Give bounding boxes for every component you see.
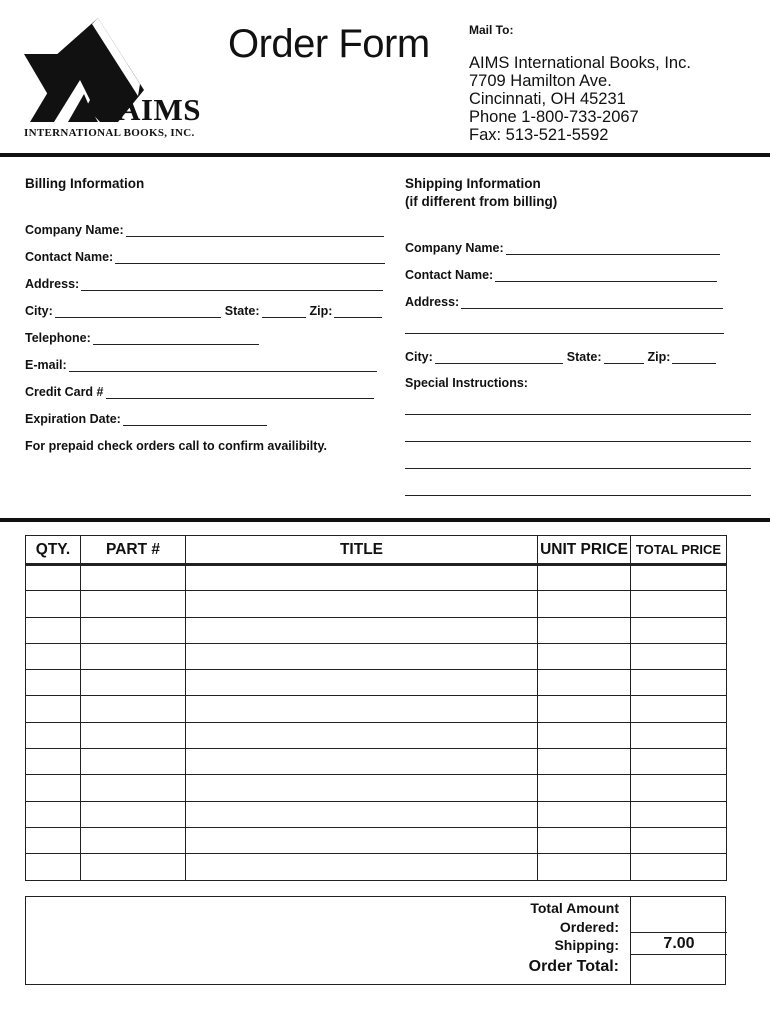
- part-cell[interactable]: [81, 565, 186, 591]
- part-cell[interactable]: [81, 827, 186, 853]
- company-logo: [20, 14, 220, 146]
- col-header-unit-price: UNIT PRICE: [538, 536, 631, 565]
- shipping-company-field[interactable]: [405, 239, 724, 255]
- unit-price-cell[interactable]: [538, 670, 631, 696]
- billing-heading: Billing Information: [25, 176, 145, 191]
- billing-city-state-zip-field[interactable]: [25, 302, 386, 318]
- total-price-cell[interactable]: [631, 696, 727, 722]
- unit-price-cell[interactable]: [538, 696, 631, 722]
- field-label: City:: [25, 304, 53, 318]
- part-cell[interactable]: [81, 617, 186, 643]
- billing-company-field[interactable]: [25, 221, 388, 237]
- total-price-cell[interactable]: [631, 591, 727, 617]
- header-divider: [0, 153, 770, 157]
- qty-cell[interactable]: [26, 827, 81, 853]
- table-row: [26, 749, 727, 775]
- table-row: [26, 670, 727, 696]
- table-row: [26, 854, 727, 880]
- special-instructions-line[interactable]: [405, 441, 751, 442]
- field-label: State:: [224, 304, 260, 318]
- order-total-label: Order Total:: [528, 957, 619, 975]
- billing-expiration-field[interactable]: [25, 410, 271, 426]
- qty-cell[interactable]: [26, 696, 81, 722]
- title-cell[interactable]: [186, 617, 538, 643]
- title-cell[interactable]: [186, 749, 538, 775]
- special-instructions-line[interactable]: [405, 468, 751, 469]
- special-instructions-line[interactable]: [405, 495, 751, 496]
- part-cell[interactable]: [81, 643, 186, 669]
- table-header-row: [26, 536, 727, 565]
- table-row: [26, 565, 727, 591]
- unit-price-cell[interactable]: [538, 827, 631, 853]
- table-row: [26, 696, 727, 722]
- unit-price-cell[interactable]: [538, 617, 631, 643]
- total-price-cell[interactable]: [631, 854, 727, 880]
- title-cell[interactable]: [186, 854, 538, 880]
- field-label: Address:: [25, 277, 80, 291]
- unit-price-cell[interactable]: [538, 775, 631, 801]
- total-price-cell[interactable]: [631, 565, 727, 591]
- order-items-table: [25, 535, 727, 881]
- field-label: Telephone:: [25, 331, 91, 345]
- field-label: Zip:: [309, 304, 333, 318]
- total-price-cell[interactable]: [631, 670, 727, 696]
- field-label: Expiration Date:: [25, 412, 121, 426]
- address-line: AIMS International Books, Inc.: [469, 54, 691, 72]
- special-instructions-line[interactable]: [405, 414, 751, 415]
- col-header-part: PART #: [81, 536, 186, 565]
- total-price-cell[interactable]: [631, 801, 727, 827]
- qty-cell[interactable]: [26, 775, 81, 801]
- total-price-cell[interactable]: [631, 749, 727, 775]
- address-line: 7709 Hamilton Ave.: [469, 72, 612, 90]
- unit-price-cell[interactable]: [538, 801, 631, 827]
- qty-cell[interactable]: [26, 643, 81, 669]
- shipping-value: 7.00: [663, 935, 695, 952]
- shipping-heading-title: Shipping Information: [405, 176, 541, 191]
- part-cell[interactable]: [81, 801, 186, 827]
- part-cell[interactable]: [81, 722, 186, 748]
- part-cell[interactable]: [81, 749, 186, 775]
- part-cell[interactable]: [81, 670, 186, 696]
- col-header-title: TITLE: [186, 536, 538, 565]
- title-cell[interactable]: [186, 775, 538, 801]
- col-header-qty: QTY.: [26, 536, 81, 565]
- part-cell[interactable]: [81, 696, 186, 722]
- field-label: Contact Name:: [405, 268, 494, 282]
- shipping-city-state-zip-field[interactable]: [405, 348, 720, 364]
- unit-price-cell[interactable]: [538, 722, 631, 748]
- qty-cell[interactable]: [26, 565, 81, 591]
- part-cell[interactable]: [81, 591, 186, 617]
- mail-to-address: [469, 54, 691, 144]
- mail-to-label: Mail To:: [469, 23, 514, 37]
- total-amount-label-2: Ordered:: [559, 918, 619, 935]
- field-label: Credit Card #: [25, 385, 104, 399]
- field-label: City:: [405, 350, 433, 364]
- qty-cell[interactable]: [26, 670, 81, 696]
- unit-price-cell[interactable]: [538, 854, 631, 880]
- logo-subtitle: INTERNATIONAL BOOKS, INC.: [24, 127, 195, 139]
- table-row: [26, 591, 727, 617]
- logo-brand-text: AIMS: [118, 92, 201, 127]
- table-row: [26, 801, 727, 827]
- title-cell[interactable]: [186, 722, 538, 748]
- page-title: Order Form: [228, 22, 430, 66]
- qty-cell[interactable]: [26, 722, 81, 748]
- part-cell[interactable]: [81, 775, 186, 801]
- address-line: Fax: 513-521-5592: [469, 126, 609, 144]
- billing-address-field[interactable]: [25, 275, 387, 291]
- billing-credit-card-field[interactable]: [25, 383, 378, 399]
- shipping-contact-field[interactable]: [405, 266, 721, 282]
- section-divider: [0, 518, 770, 522]
- prepaid-note: For prepaid check orders call to confirm availibilty.: [25, 439, 327, 453]
- table-row: [26, 722, 727, 748]
- totals-box: [25, 896, 726, 985]
- total-amount-cell[interactable]: [631, 897, 727, 933]
- table-row: [26, 643, 727, 669]
- unit-price-cell[interactable]: [538, 565, 631, 591]
- field-label: Contact Name:: [25, 250, 114, 264]
- billing-email-field[interactable]: [25, 356, 381, 372]
- special-instructions-label: Special Instructions:: [405, 376, 528, 390]
- address-line: Cincinnati, OH 45231: [469, 90, 626, 108]
- total-price-cell[interactable]: [631, 827, 727, 853]
- title-cell[interactable]: [186, 565, 538, 591]
- part-cell[interactable]: [81, 854, 186, 880]
- total-price-cell[interactable]: [631, 643, 727, 669]
- qty-cell[interactable]: [26, 854, 81, 880]
- table-row: [26, 827, 727, 853]
- title-cell[interactable]: [186, 696, 538, 722]
- table-row: [26, 775, 727, 801]
- unit-price-cell[interactable]: [538, 749, 631, 775]
- total-price-cell[interactable]: [631, 617, 727, 643]
- shipping-heading-subtitle: (if different from billing): [405, 194, 558, 209]
- field-label: Zip:: [647, 350, 671, 364]
- totals-values-column: [630, 897, 726, 984]
- field-label: Address:: [405, 295, 460, 309]
- title-cell[interactable]: [186, 643, 538, 669]
- col-header-total-price: TOTAL PRICE: [631, 536, 727, 565]
- qty-cell[interactable]: [26, 617, 81, 643]
- field-label: Company Name:: [25, 223, 124, 237]
- billing-telephone-field[interactable]: [25, 329, 263, 345]
- totals-labels: [529, 899, 619, 979]
- qty-cell[interactable]: [26, 591, 81, 617]
- title-cell[interactable]: [186, 827, 538, 853]
- title-cell[interactable]: [186, 801, 538, 827]
- qty-cell[interactable]: [26, 749, 81, 775]
- shipping-address-line2[interactable]: [405, 333, 724, 334]
- title-cell[interactable]: [186, 670, 538, 696]
- total-price-cell[interactable]: [631, 722, 727, 748]
- shipping-label: Shipping:: [554, 937, 619, 953]
- unit-price-cell[interactable]: [538, 643, 631, 669]
- address-line: Phone 1-800-733-2067: [469, 108, 639, 126]
- total-price-cell[interactable]: [631, 775, 727, 801]
- total-amount-label: Total Amount: [530, 900, 619, 916]
- qty-cell[interactable]: [26, 801, 81, 827]
- unit-price-cell[interactable]: [538, 591, 631, 617]
- shipping-heading: [405, 175, 557, 211]
- title-cell[interactable]: [186, 591, 538, 617]
- field-label: E-mail:: [25, 358, 67, 372]
- field-label: Company Name:: [405, 241, 504, 255]
- shipping-address-field[interactable]: [405, 293, 727, 309]
- billing-contact-field[interactable]: [25, 248, 389, 264]
- order-total-cell[interactable]: [631, 955, 727, 985]
- table-row: [26, 617, 727, 643]
- field-label: State:: [566, 350, 602, 364]
